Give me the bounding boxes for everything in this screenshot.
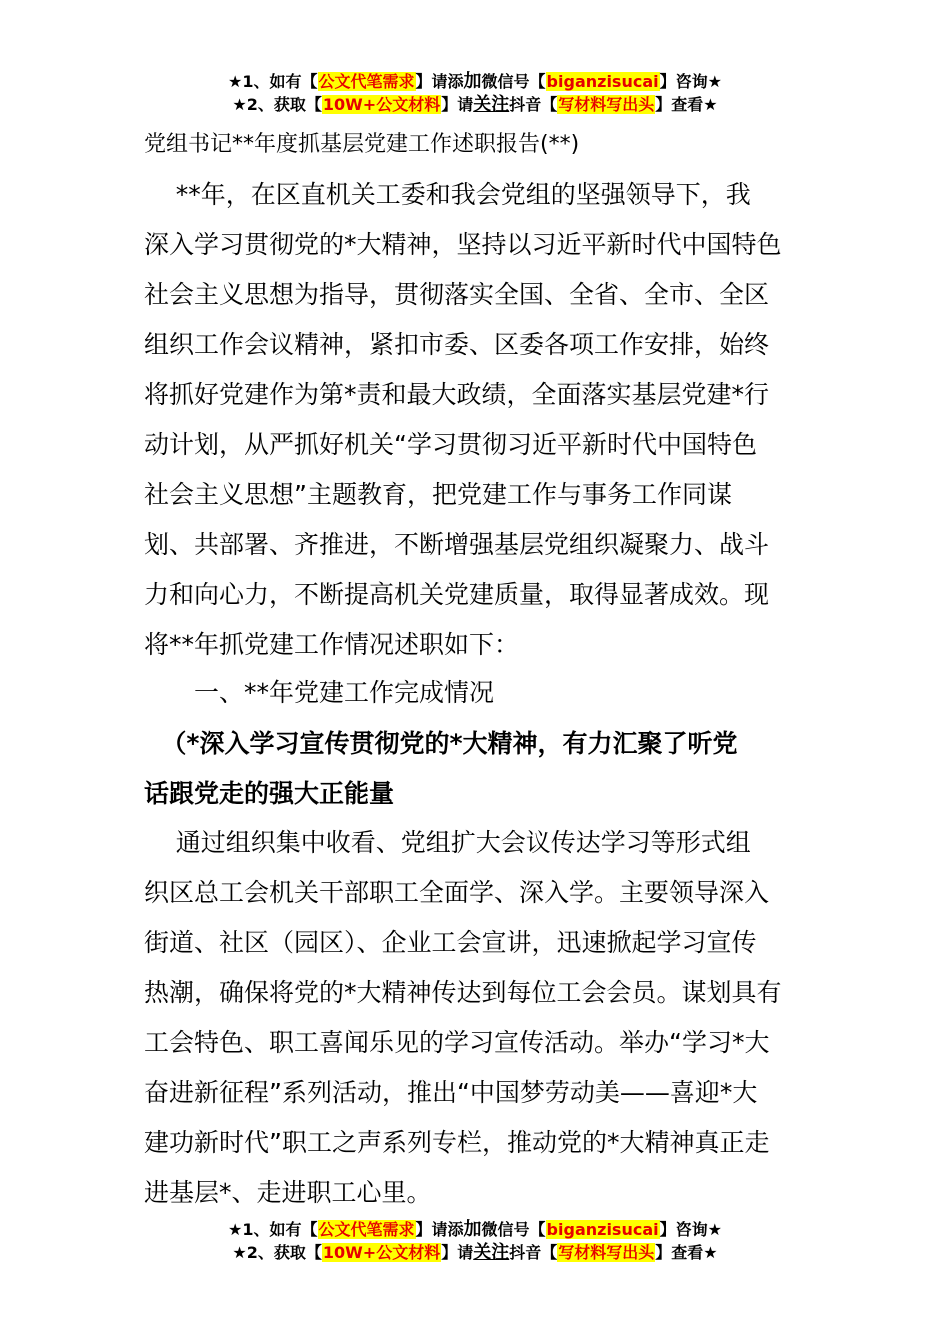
paragraph-line: 将**年抓党建工作情况述职如下： (144, 630, 520, 659)
banner-text: 】请 (441, 95, 474, 114)
paragraph-line: 奋进新征程”系列活动，推出“中国梦劳动美——喜迎*大 (144, 1078, 758, 1107)
banner-highlight-douyin: 写材料写出头 (558, 1243, 655, 1262)
banner-text: 】查看★ (655, 95, 718, 114)
paragraph-line: 建功新时代”职工之声系列专栏，推动党的*大精神真正走 (144, 1128, 770, 1157)
banner-text: 】请添 (415, 72, 464, 91)
banner-emphasis: 关注 (473, 1242, 510, 1263)
paragraph-line: 织区总工会机关干部职工全面学、深入学。主要领导深入 (144, 878, 770, 907)
banner-emphasis: 加 (463, 1219, 482, 1240)
banner-line-1 (0, 1218, 950, 1241)
banner-text: 】请 (441, 1243, 474, 1262)
banner-highlight-douyin: 写材料写出头 (558, 95, 655, 114)
banner-highlight: 10W+公文材料 (322, 1243, 441, 1262)
top-banner (0, 70, 950, 116)
body-paragraph (144, 818, 824, 1218)
banner-text: 】咨询★ (659, 72, 722, 91)
banner-highlight: 10W+公文材料 (322, 95, 441, 114)
banner-emphasis: 关注 (473, 94, 510, 115)
paragraph-line: **年，在区直机关工委和我会党组的坚强领导下，我 (144, 180, 751, 209)
banner-text: ★2、获取【 (232, 95, 322, 114)
banner-text: ★1、如有【 (228, 1220, 318, 1239)
document-title: 党组书记**年度抓基层党建工作述职报告(**) (144, 132, 580, 157)
subsection-heading (144, 719, 824, 819)
banner-line-2 (0, 1241, 950, 1264)
heading-line: 话跟党走的强大正能量 (144, 779, 395, 808)
intro-paragraph (144, 170, 824, 670)
banner-text: 抖音【 (509, 95, 558, 114)
banner-line-1 (0, 70, 950, 93)
banner-text: 微信号【 (481, 1220, 546, 1239)
heading-line: （*深入学习宣传贯彻党的*大精神，有力汇聚了听党 (144, 729, 738, 758)
paragraph-line: 划、共部署、齐推进，不断增强基层党组织凝聚力、战斗 (144, 530, 770, 559)
section-heading: 一、**年党建工作完成情况 (194, 678, 495, 707)
banner-highlight: 公文代笔需求 (318, 1220, 415, 1239)
paragraph-line: 工会特色、职工喜闻乐见的学习宣传活动。举办“学习*大 (144, 1028, 770, 1057)
banner-text: ★2、获取【 (232, 1243, 322, 1262)
paragraph-line: 将抓好党建作为第*责和最大政绩，全面落实基层党建*行 (144, 380, 770, 409)
paragraph-line: 进基层*、走进职工心里。 (144, 1178, 432, 1207)
banner-highlight-wechat-id: biganzisucai (546, 72, 659, 91)
paragraph-line: 深入学习贯彻党的*大精神，坚持以习近平新时代中国特色 (144, 230, 782, 259)
paragraph-line: 组织工作会议精神，紧扣市委、区委各项工作安排，始终 (144, 330, 770, 359)
banner-highlight: 公文代笔需求 (318, 72, 415, 91)
paragraph-line: 动计划，从严抓好机关“学习贯彻习近平新时代中国特色 (144, 430, 757, 459)
paragraph-line: 社会主义思想为指导，贯彻落实全国、全省、全市、全区 (144, 280, 770, 309)
banner-highlight-wechat-id: biganzisucai (546, 1220, 659, 1239)
banner-line-2 (0, 93, 950, 116)
paragraph-line: 热潮，确保将党的*大精神传达到每位工会会员。谋划具有 (144, 978, 782, 1007)
banner-text: ★1、如有【 (228, 72, 318, 91)
banner-text: 】查看★ (655, 1243, 718, 1262)
banner-emphasis: 加 (463, 71, 482, 92)
banner-text: 】咨询★ (659, 1220, 722, 1239)
paragraph-line: 街道、社区（园区）、企业工会宣讲，迅速掀起学习宣传 (144, 928, 757, 957)
paragraph-line: 通过组织集中收看、党组扩大会议传达学习等形式组 (144, 828, 751, 857)
paragraph-line: 社会主义思想”主题教育，把党建工作与事务工作同谋 (144, 480, 732, 509)
banner-text: 微信号【 (481, 72, 546, 91)
bottom-banner (0, 1218, 950, 1264)
banner-text: 抖音【 (509, 1243, 558, 1262)
paragraph-line: 力和向心力，不断提高机关党建质量，取得显著成效。现 (144, 580, 770, 609)
banner-text: 】请添 (415, 1220, 464, 1239)
